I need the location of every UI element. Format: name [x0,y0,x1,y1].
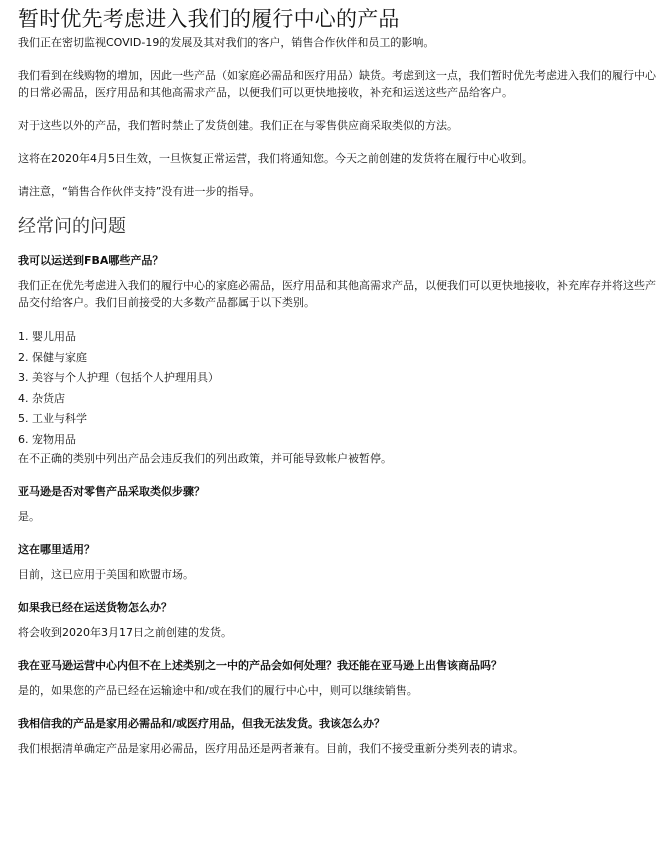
faq-question: 亚马逊是否对零售产品采取类似步骤？ [18,485,205,498]
list-item: 2. 保健与家庭 [18,350,87,364]
faq-item [18,541,664,583]
faq-item [18,715,664,757]
faq-answer: 我们正在优先考虑进入我们的履行中心的家庭必需品，医疗用品和其他高需求产品，以便我们可以更快地接收，补充库存并将这些产品交付给客户。我们目前接受的大多数产品都属于以下类别。 [18,279,656,309]
faq-heading: 经常问的问题 [18,216,126,237]
list-item: 4. 杂货店 [18,391,65,405]
list-item: 6. 宠物用品 [18,432,76,446]
faq-answer: 是。 [18,510,40,523]
faq-answer: 是的，如果您的产品已经在运输途中和/或在我们的履行中心中，则可以继续销售。 [18,684,418,697]
faq-item [18,483,664,525]
intro-paragraph: 这将在2020年4月5日生效，一旦恢复正常运营，我们将通知您。今天之前创建的发货将在履行中心收到。 [18,152,533,165]
intro-paragraph: 对于这些以外的产品，我们暂时禁止了发货创建。我们正在与零售供应商采取类似的方法。 [18,119,458,132]
intro-paragraph: 我们看到在线购物的增加，因此一些产品（如家庭必需品和医疗用品）缺货。考虑到这一点，我们暂时优先考虑进入我们的履行中心的日常必需品，医疗用品和其他高需求产品，以便我们可以更快地接收，补充和运送这些产品给客户。 [18,69,656,99]
faq-note: 在不正确的类别中列出产品会违反我们的列出政策，并可能导致帐户被暂停。 [18,452,392,465]
faq-answer: 我们根据清单确定产品是家用必需品，医疗用品还是两者兼有。目前，我们不接受重新分类列表的请求。 [18,742,524,755]
faq-question: 我可以运送到FBA哪些产品？ [18,254,164,267]
faq-answer: 目前，这已应用于美国和欧盟市场。 [18,568,194,581]
intro-paragraph: 请注意，“销售合作伙伴支持”没有进一步的指导。 [18,185,261,198]
page-title: 暂时优先考虑进入我们的履行中心的产品 [18,7,400,31]
faq-item [18,599,664,641]
faq-item [18,657,664,699]
faq-question: 我在亚马逊运营中心内但不在上述类别之一中的产品会如何处理？我还能在亚马逊上出售该商品吗？ [18,659,502,672]
list-item: 3. 美容与个人护理（包括个人护理用具） [18,371,219,384]
faq-question: 如果我已经在运送货物怎么办？ [18,601,172,614]
intro-paragraph: 我们正在密切监视COVID-19的发展及其对我们的客户，销售合作伙伴和员工的影响。 [18,36,435,49]
faq-answer: 将会收到2020年3月17日之前创建的发货。 [18,626,232,639]
faq-item [18,252,664,467]
faq-question: 我相信我的产品是家用必需品和/或医疗用品，但我无法发货。我该怎么办？ [18,717,386,730]
faq-question: 这在哪里适用？ [18,543,95,556]
list-item: 1. 婴儿用品 [18,330,76,343]
category-list [18,327,664,450]
list-item: 5. 工业与科学 [18,412,87,425]
